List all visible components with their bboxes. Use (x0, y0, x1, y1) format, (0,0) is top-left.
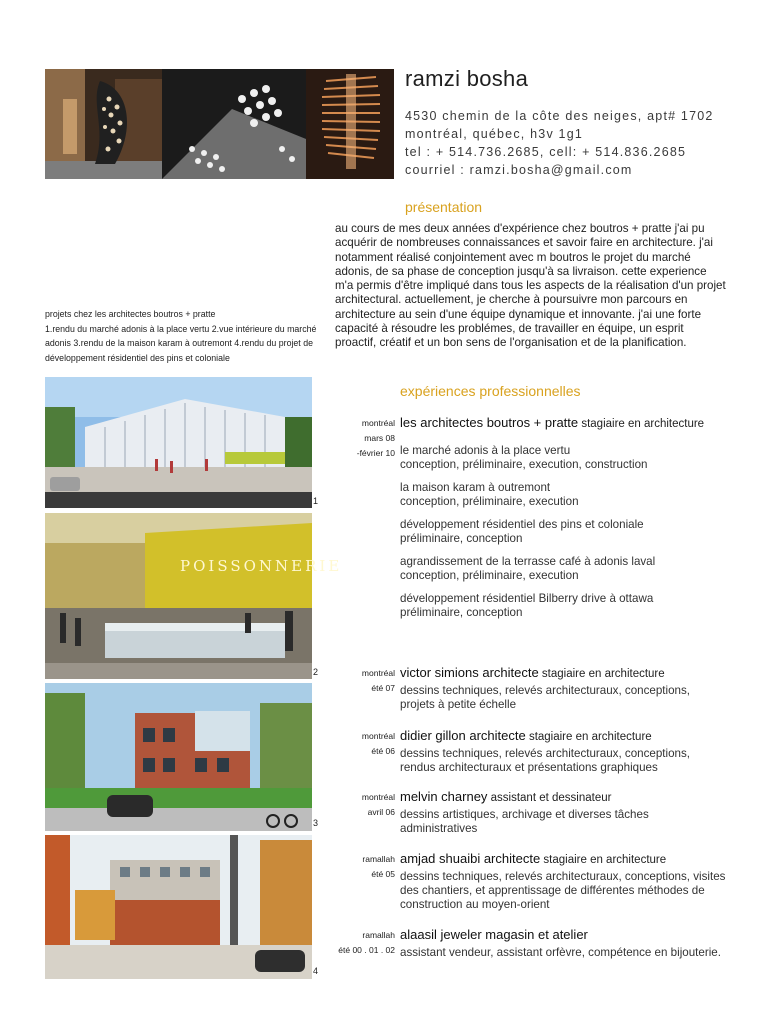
image-number-2: 2 (313, 667, 319, 677)
contact-block (405, 107, 714, 179)
entry-heading (400, 928, 728, 943)
entry-heading (400, 852, 728, 867)
entry-meta (318, 666, 395, 696)
header-photo-sculpture (45, 69, 162, 179)
project-tasks: préliminaire, conception (400, 606, 523, 619)
address-line-1: 4530 chemin de la côte des neiges, apt# 1702 (405, 109, 714, 123)
entry-description: dessins techniques, relevés architecturaux, conceptions, visites des chantiers, et apprentissage de différentes méthodes de construction au moyen-orient (400, 870, 726, 911)
entry-date: été 06 (371, 746, 395, 756)
entry-description: dessins techniques, relevés architecturaux, conceptions, rendus architecturaux et présentations graphiques (400, 747, 691, 774)
project-tasks: conception, préliminaire, execution (400, 495, 579, 508)
projects-caption-title: projets chez les architectes boutros + pratte (45, 309, 216, 319)
experience-entry (318, 416, 728, 646)
entry-date: été 05 (371, 869, 395, 879)
image-number-3: 3 (313, 818, 319, 828)
entry-company: victor simions architecte (400, 665, 539, 680)
projects-caption (45, 307, 320, 366)
entry-project (400, 444, 728, 472)
projects-caption-items: 1.rendu du marché adonis à la place vertu 2.vue intérieure du marché adonis 3.rendu de la maison karam à outremont 4.rendu du projet de développement résidentiel des pins et coloniale (45, 323, 317, 364)
entry-date-end: -février 10 (356, 448, 395, 458)
project-tasks: conception, préliminaire, execution, construction (400, 458, 648, 471)
entry-date: été 00 . 01 . 02 (338, 945, 395, 955)
entry-body (400, 852, 728, 912)
header-photo-light-pattern (162, 69, 306, 179)
entry-date: avril 06 (367, 807, 395, 817)
project-image-adonis-interior (45, 513, 343, 679)
entry-heading (400, 416, 728, 431)
experience-entry (318, 928, 728, 980)
entry-heading (400, 729, 728, 744)
entry-company: alaasil jeweler magasin et atelier (400, 927, 588, 942)
project-image-adonis-render (45, 377, 312, 508)
header-photo-copper-model (306, 69, 394, 179)
entry-company: les architectes boutros + pratte (400, 415, 579, 430)
email-address: courriel : ramzi.bosha@gmail.com (405, 163, 633, 177)
entry-description: dessins techniques, relevés architecturaux, conceptions, projets à petite échelle (400, 684, 691, 711)
entry-project (400, 555, 728, 583)
entry-location: montréal (361, 668, 395, 678)
entry-meta (318, 852, 395, 882)
entry-project (400, 518, 728, 546)
experience-heading: expériences professionnelles (400, 383, 581, 399)
experience-entry (318, 852, 728, 920)
entry-location: montréal (361, 731, 395, 741)
project-tasks: conception, préliminaire, execution (400, 569, 579, 582)
entry-role: stagiaire en architecture (528, 731, 652, 743)
phone-numbers: tel : + 514.736.2685, cell: + 514.836.2685 (405, 145, 687, 159)
presentation-heading: présentation (405, 199, 483, 215)
entry-location: ramallah (362, 930, 395, 940)
image-number-1: 1 (313, 496, 319, 506)
entry-location: montréal (361, 792, 395, 802)
entry-heading (400, 666, 728, 681)
entry-body (400, 666, 728, 712)
project-name: la maison karam à outremont (400, 481, 551, 494)
applicant-name: ramzi bosha (405, 66, 529, 91)
entry-meta (318, 790, 395, 820)
entry-role: assistant et dessinateur (490, 792, 612, 804)
experience-entry (318, 666, 728, 718)
entry-body (400, 416, 728, 620)
address-line-2: montréal, québec, h3v 1g1 (405, 127, 584, 141)
entry-company: didier gillon architecte (400, 728, 526, 743)
entry-role: stagiaire en architecture (543, 854, 667, 866)
entry-description: dessins artistiques, archivage et diverses tâches administratives (400, 808, 649, 835)
entry-description: assistant vendeur, assistant orfèvre, compétence en bijouterie. (400, 946, 721, 959)
project-name: développement résidentiel Bilberry drive à ottawa (400, 592, 654, 605)
entry-project (400, 592, 728, 620)
project-tasks: préliminaire, conception (400, 532, 523, 545)
entry-heading (400, 790, 728, 805)
entry-company: amjad shuaibi architecte (400, 851, 541, 866)
entry-date: été 07 (371, 683, 395, 693)
image-number-4: 4 (313, 966, 319, 976)
entry-body (400, 928, 728, 960)
experience-entry (318, 729, 728, 781)
entry-location: ramallah (362, 854, 395, 864)
project-image-maison-karam (45, 683, 312, 831)
experience-entry (318, 790, 728, 842)
entry-body (400, 729, 728, 775)
project-name: le marché adonis à la place vertu (400, 444, 571, 457)
project-image-des-pins-coloniale (45, 835, 312, 979)
entry-body (400, 790, 728, 836)
entry-project (400, 481, 728, 509)
presentation-text: au cours de mes deux années d'expérience chez boutros + pratte j'ai pu acquérir de nombreuses connaissances et savoir faire en architecture. j'ai notamment réalisé conjointement avec m boutros le projet du marché adonis, de sa phase de conception jusqu'à sa livraison. cette experience m'a permis d'être impliqué dans tous les aspects de la réalisation d'un projet architectural. actuellement, je cherche à poursuivre mon parcours en architecture au sein d'une équipe dynamique et innovante. j'ai une forte capacité à résoudre les problémes, de travailler en équipe, un esprit proactif, créatif et un bon sens de l'organisation et de la planification. (335, 222, 726, 350)
entry-role: stagiaire en architecture (581, 418, 705, 430)
entry-company: melvin charney (400, 789, 488, 804)
entry-location: montréal (361, 418, 395, 428)
project-name: développement résidentiel des pins et coloniale (400, 518, 644, 531)
entry-meta (318, 729, 395, 759)
poissonnerie-sign: POISSONNERIE (180, 557, 343, 575)
entry-meta (318, 928, 395, 958)
entry-date-start: mars 08 (364, 433, 395, 443)
project-name: agrandissement de la terrasse café à adonis laval (400, 555, 656, 568)
entry-role: stagiaire en architecture (541, 668, 665, 680)
entry-meta (318, 416, 395, 461)
